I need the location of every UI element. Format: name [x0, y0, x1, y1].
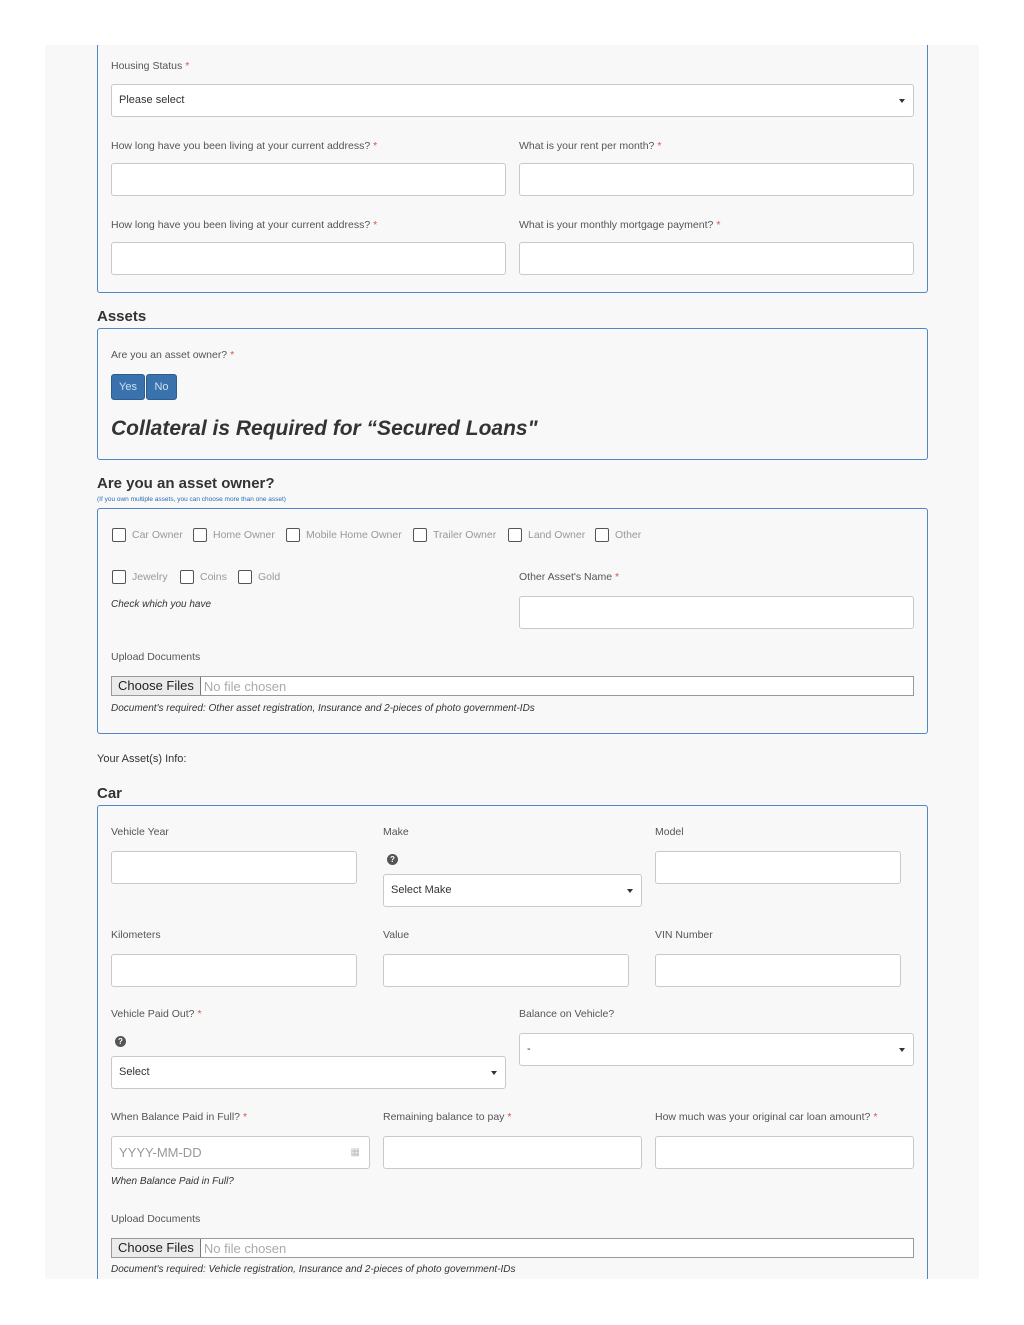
mortgage-label: What is your monthly mortgage payment? *	[519, 219, 721, 231]
model-input[interactable]	[655, 851, 901, 884]
asset-owner-subnote: (If you own multiple assets, you can choose more than one asset)	[97, 496, 286, 503]
value-input[interactable]	[383, 954, 629, 987]
checkbox-box[interactable]	[595, 528, 609, 542]
checkbox-box[interactable]	[180, 570, 194, 584]
no-button[interactable]: No	[146, 374, 177, 400]
mortgage-input[interactable]	[519, 242, 914, 275]
checkbox-gold[interactable]: Gold	[238, 570, 280, 584]
checkbox-box[interactable]	[193, 528, 207, 542]
check-note: Check which you have	[111, 599, 212, 610]
assets-heading: Assets	[97, 308, 147, 325]
checkbox-trailer-owner[interactable]: Trailer Owner	[413, 528, 496, 542]
paid-full-date-input[interactable]: YYYY-MM-DD ▦	[111, 1136, 370, 1169]
car-panel	[97, 805, 928, 1279]
chevron-down-icon	[899, 99, 905, 103]
vin-input[interactable]	[655, 954, 901, 987]
balance-on-vehicle-select[interactable]: -	[519, 1033, 914, 1066]
car-upload-documents-label: Upload Documents	[111, 1213, 201, 1225]
checkbox-coins[interactable]: Coins	[180, 570, 227, 584]
checkbox-home-owner[interactable]: Home Owner	[193, 528, 275, 542]
checkbox-jewelry[interactable]: Jewelry	[112, 570, 168, 584]
chevron-down-icon	[899, 1048, 905, 1052]
vehicle-year-label: Vehicle Year	[111, 826, 169, 838]
checkbox-box[interactable]	[508, 528, 522, 542]
value-label: Value	[383, 929, 410, 941]
asset-owner-question: Are you an asset owner? *	[111, 349, 235, 361]
car-heading: Car	[97, 785, 123, 802]
housing-panel	[97, 45, 928, 293]
living-duration-label-2: How long have you been living at your current address? *	[111, 219, 378, 231]
model-label: Model	[655, 826, 684, 838]
help-icon[interactable]: ?	[115, 1036, 126, 1047]
vehicle-paid-out-label: Vehicle Paid Out? *	[111, 1008, 202, 1020]
file-status: No file chosen	[203, 678, 287, 694]
checkbox-mobile-home-owner[interactable]: Mobile Home Owner	[286, 528, 402, 542]
checkbox-other[interactable]: Other	[595, 528, 641, 542]
choose-files-button[interactable]: Choose Files	[112, 1239, 201, 1257]
original-loan-input[interactable]	[655, 1136, 914, 1169]
make-label: Make	[383, 826, 409, 838]
collateral-notice: Collateral is Required for “Secured Loans"	[111, 417, 538, 440]
kilometers-label: Kilometers	[111, 929, 161, 941]
asset-owner-panel	[97, 508, 928, 734]
make-select[interactable]: Select Make	[383, 874, 642, 907]
calendar-icon: ▦	[350, 1147, 360, 1158]
checkbox-box[interactable]	[112, 570, 126, 584]
assets-panel	[97, 328, 928, 460]
car-file-input[interactable]	[111, 1238, 914, 1258]
paid-full-note: When Balance Paid in Full?	[111, 1176, 234, 1187]
other-asset-name-label: Other Asset's Name *	[519, 571, 620, 583]
checkbox-box[interactable]	[413, 528, 427, 542]
balance-on-vehicle-label: Balance on Vehicle?	[519, 1008, 615, 1020]
checkbox-car-owner[interactable]: Car Owner	[112, 528, 183, 542]
remaining-balance-label: Remaining balance to pay *	[383, 1111, 512, 1123]
vehicle-paid-out-select[interactable]: Select	[111, 1056, 506, 1089]
help-icon[interactable]: ?	[387, 854, 398, 865]
vin-label: VIN Number	[655, 929, 713, 941]
choose-files-button[interactable]: Choose Files	[112, 677, 201, 695]
housing-status-label: Housing Status *	[111, 60, 190, 72]
form-page	[45, 45, 979, 1279]
rent-label: What is your rent per month? *	[519, 140, 662, 152]
asset-docs-note: Document's required: Other asset registration, Insurance and 2-pieces of photo government-IDs	[111, 703, 535, 714]
remaining-balance-input[interactable]	[383, 1136, 642, 1169]
checkbox-box[interactable]	[286, 528, 300, 542]
vehicle-year-input[interactable]	[111, 851, 357, 884]
housing-status-select[interactable]: Please select	[111, 84, 914, 117]
kilometers-input[interactable]	[111, 954, 357, 987]
paid-full-label: When Balance Paid in Full? *	[111, 1111, 248, 1123]
car-docs-note: Document's required: Vehicle registration, Insurance and 2-pieces of photo government-IDs	[111, 1264, 516, 1275]
original-loan-label: How much was your original car loan amount? *	[655, 1111, 878, 1123]
upload-documents-label: Upload Documents	[111, 651, 201, 663]
file-status: No file chosen	[203, 1240, 287, 1256]
other-asset-name-input[interactable]	[519, 596, 914, 629]
living-duration-input[interactable]	[111, 163, 506, 196]
living-duration-label: How long have you been living at your current address? *	[111, 140, 378, 152]
chevron-down-icon	[491, 1071, 497, 1075]
yes-button[interactable]: Yes	[111, 374, 145, 400]
asset-owner-heading: Are you an asset owner?	[97, 475, 275, 492]
asset-file-input[interactable]	[111, 676, 914, 696]
rent-input[interactable]	[519, 163, 914, 196]
checkbox-land-owner[interactable]: Land Owner	[508, 528, 585, 542]
living-duration-input-2[interactable]	[111, 242, 506, 275]
checkbox-box[interactable]	[112, 528, 126, 542]
checkbox-box[interactable]	[238, 570, 252, 584]
asset-info-label: Your Asset(s) Info:	[97, 753, 187, 765]
chevron-down-icon	[627, 889, 633, 893]
